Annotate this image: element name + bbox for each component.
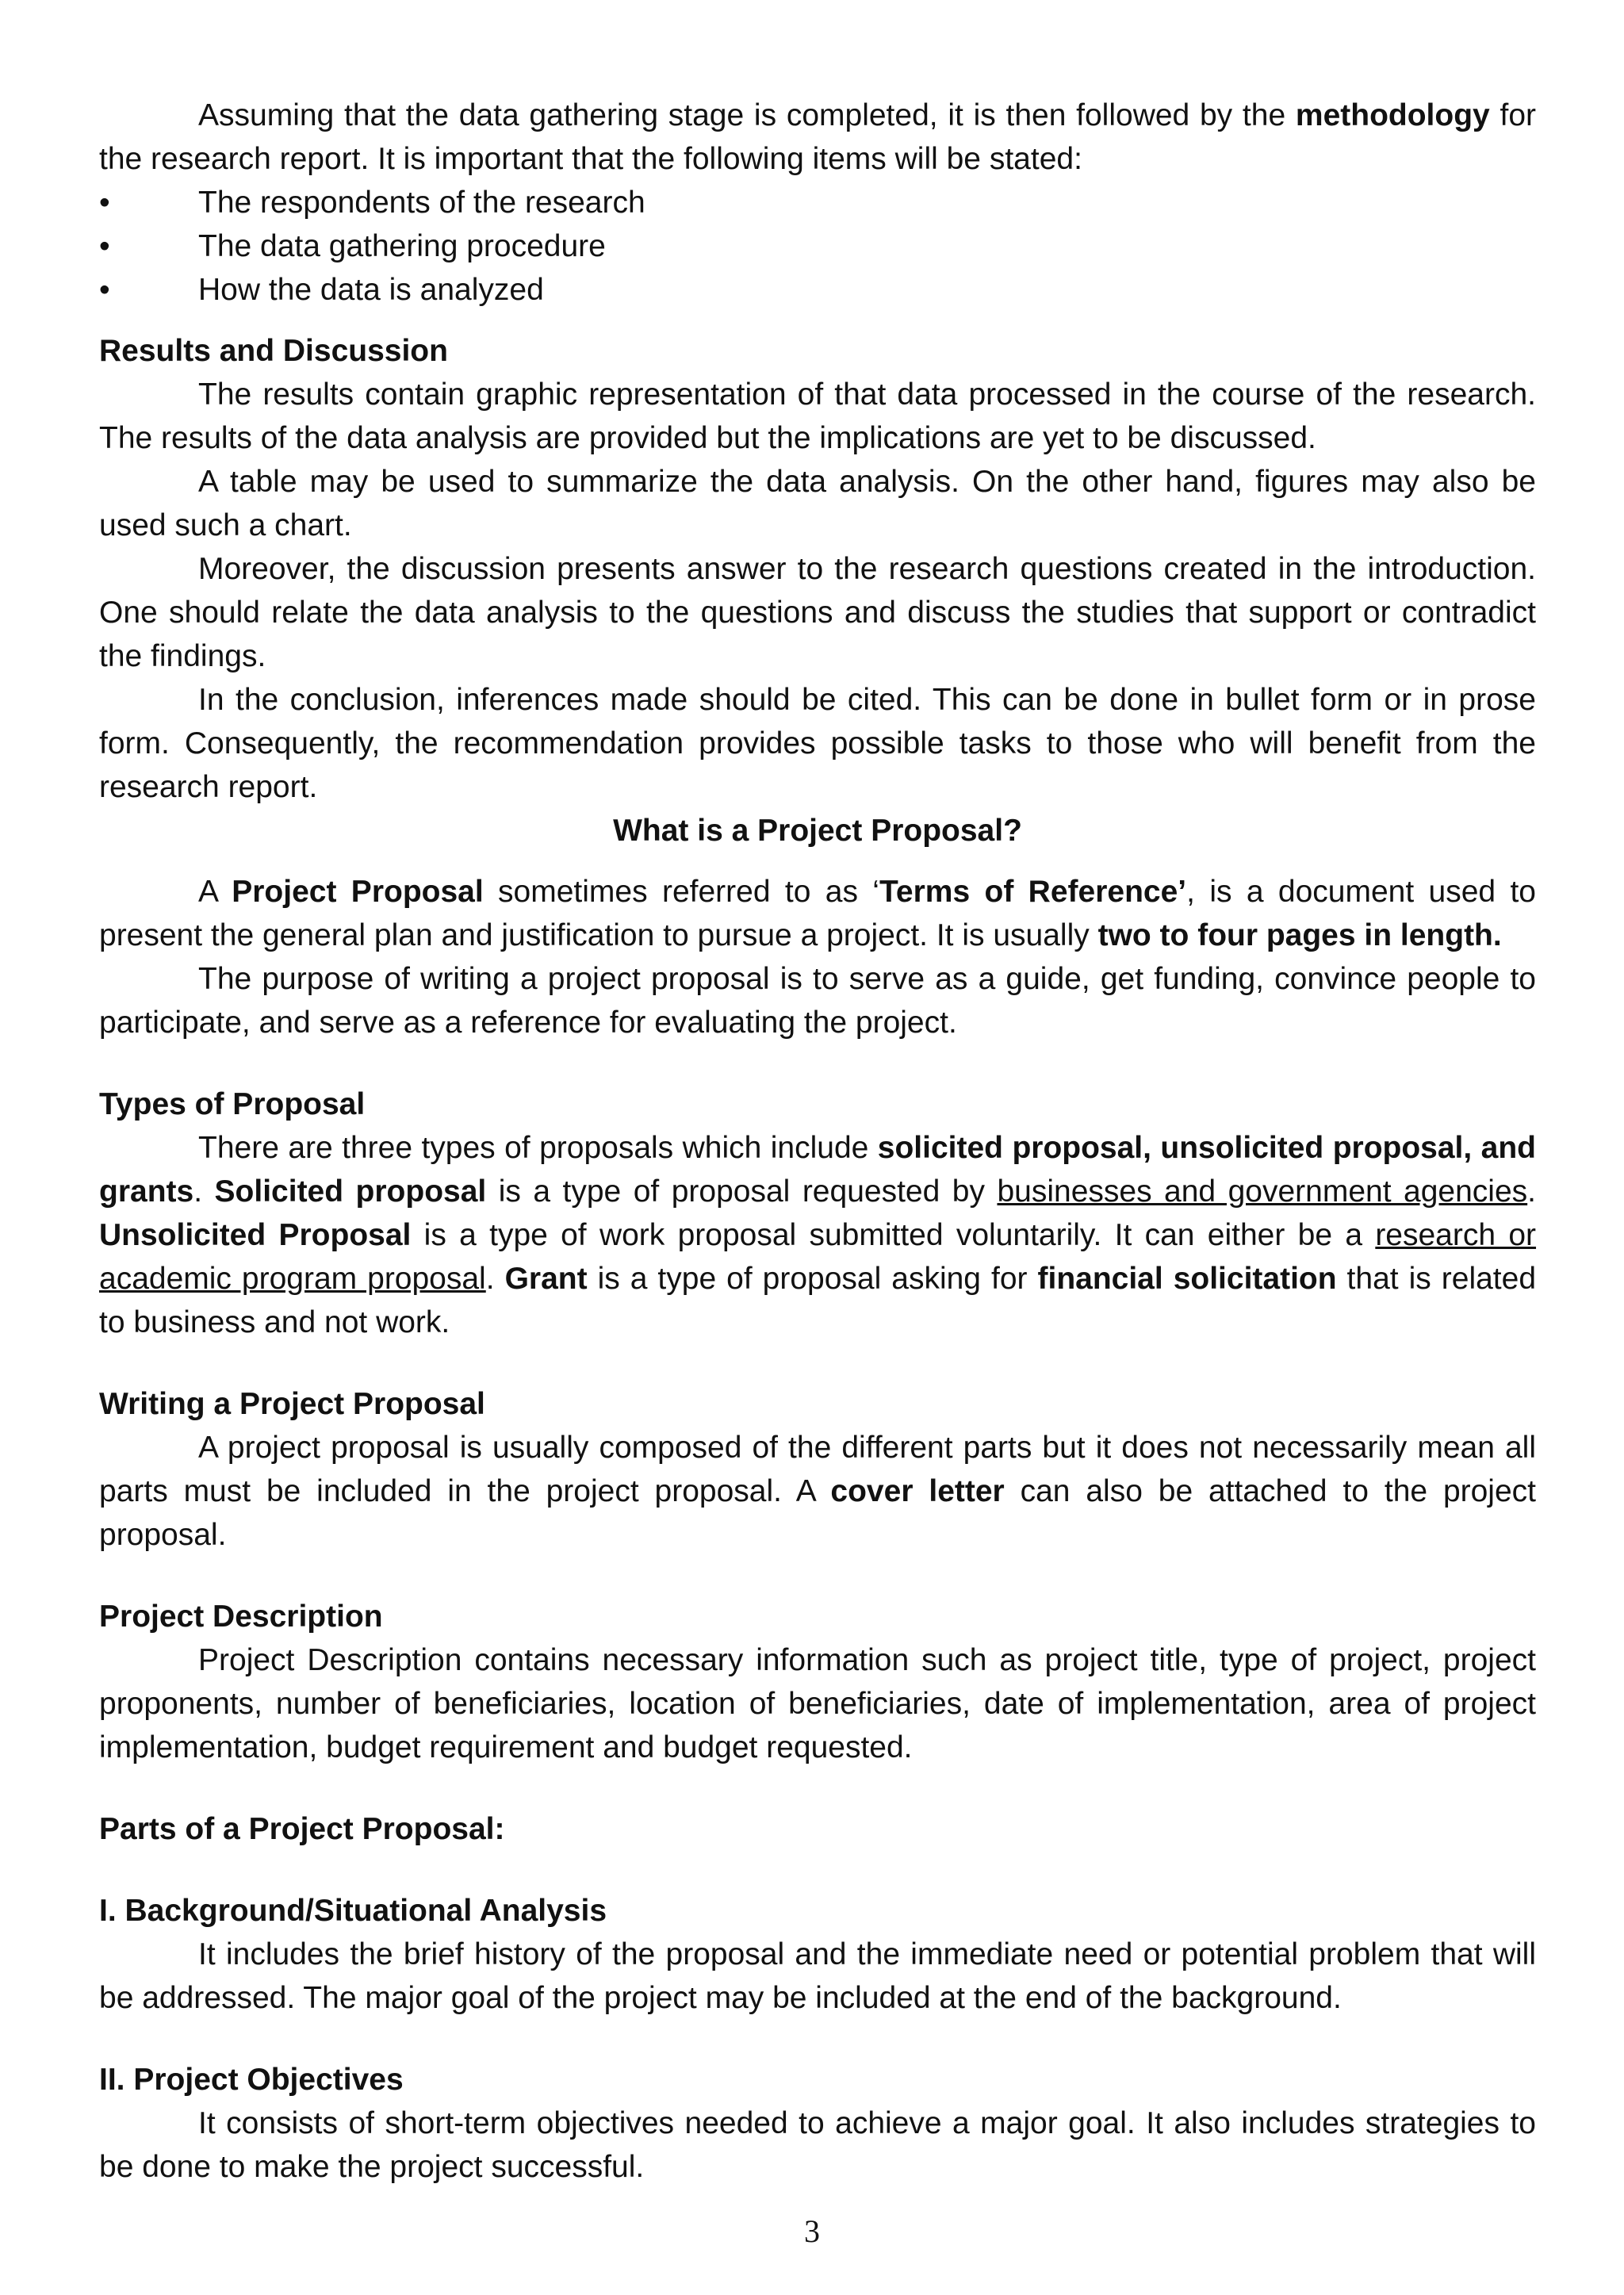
methodology-term: methodology bbox=[1295, 98, 1490, 132]
list-item: • The data gathering procedure bbox=[99, 224, 1536, 268]
writing-paragraph: A project proposal is usually composed of the different parts but it does not necessarily mean all parts must be included in the project proposal. A cover letter can also be attached to the project proposal. bbox=[99, 1431, 1536, 1552]
list-item: • How the data is analyzed bbox=[99, 268, 1536, 312]
writing-heading: Writing a Project Proposal bbox=[99, 1387, 485, 1421]
background-heading: I. Background/Situational Analysis bbox=[99, 1894, 607, 1928]
bullet-icon: • bbox=[99, 186, 110, 220]
results-paragraph-4: In the conclusion, inferences made should be cited. This can be done in bullet form or in prose form. Consequently, the recommendation provides possible tasks to those who will benefit from the research report. bbox=[99, 683, 1536, 804]
proposal-heading: What is a Project Proposal? bbox=[613, 814, 1022, 848]
document-page bbox=[99, 94, 1536, 2189]
page-number: 3 bbox=[804, 2213, 820, 2249]
proposal-paragraph-1: A Project Proposal sometimes referred to as ‘Terms of Reference’, is a document used to present the general plan and justification to pursue a project. It is usually two to four pages in length. bbox=[99, 875, 1536, 952]
results-paragraph-2: A table may be used to summarize the data analysis. On the other hand, figures may also be used such a chart. bbox=[99, 465, 1536, 542]
background-paragraph: It includes the brief history of the proposal and the immediate need or potential problem that will be addressed. The major goal of the project may be included at the end of the background. bbox=[99, 1937, 1536, 2015]
bullet-icon: • bbox=[99, 229, 110, 263]
proposal-paragraph-2: The purpose of writing a project proposal is to serve as a guide, get funding, convince people to participate, and serve as a reference for evaluating the project. bbox=[99, 962, 1536, 1040]
objectives-heading: II. Project Objectives bbox=[99, 2063, 404, 2097]
list-item: • The respondents of the research bbox=[99, 181, 1536, 224]
bullet-icon: • bbox=[99, 273, 110, 307]
results-paragraph-3: Moreover, the discussion presents answer to the research questions created in the introduction. One should relate the data analysis to the questions and discuss the studies that support or contradict the findings. bbox=[99, 552, 1536, 673]
parts-heading: Parts of a Project Proposal: bbox=[99, 1812, 505, 1846]
objectives-paragraph: It consists of short-term objectives needed to achieve a major goal. It also includes strategies to be done to make the project successful. bbox=[99, 2106, 1536, 2184]
description-heading: Project Description bbox=[99, 1600, 383, 1634]
types-heading: Types of Proposal bbox=[99, 1087, 366, 1121]
results-paragraph-1: The results contain graphic representation of that data processed in the course of the research. The results of the data analysis are provided but the implications are yet to be discussed. bbox=[99, 377, 1536, 455]
types-paragraph: There are three types of proposals which include solicited proposal, unsolicited proposal, and grants. Solicited proposal is a type of proposal requested by businesses and government agencies. Unsolicited Proposal is a type of work proposal submitted voluntarily. It can either be a research or academic program proposal. Grant is a type of proposal asking for financial solicitation that is related to business and not work. bbox=[99, 1131, 1537, 1339]
results-heading: Results and Discussion bbox=[99, 334, 448, 368]
intro-paragraph: Assuming that the data gathering stage is completed, it is then followed by the methodology for the research report. It is important that the following items will be stated: bbox=[99, 98, 1536, 176]
description-paragraph: Project Description contains necessary information such as project title, type of project, project proponents, number of beneficiaries, location of beneficiaries, date of implementation, area of project implementation, budget requirement and budget requested. bbox=[99, 1643, 1536, 1764]
